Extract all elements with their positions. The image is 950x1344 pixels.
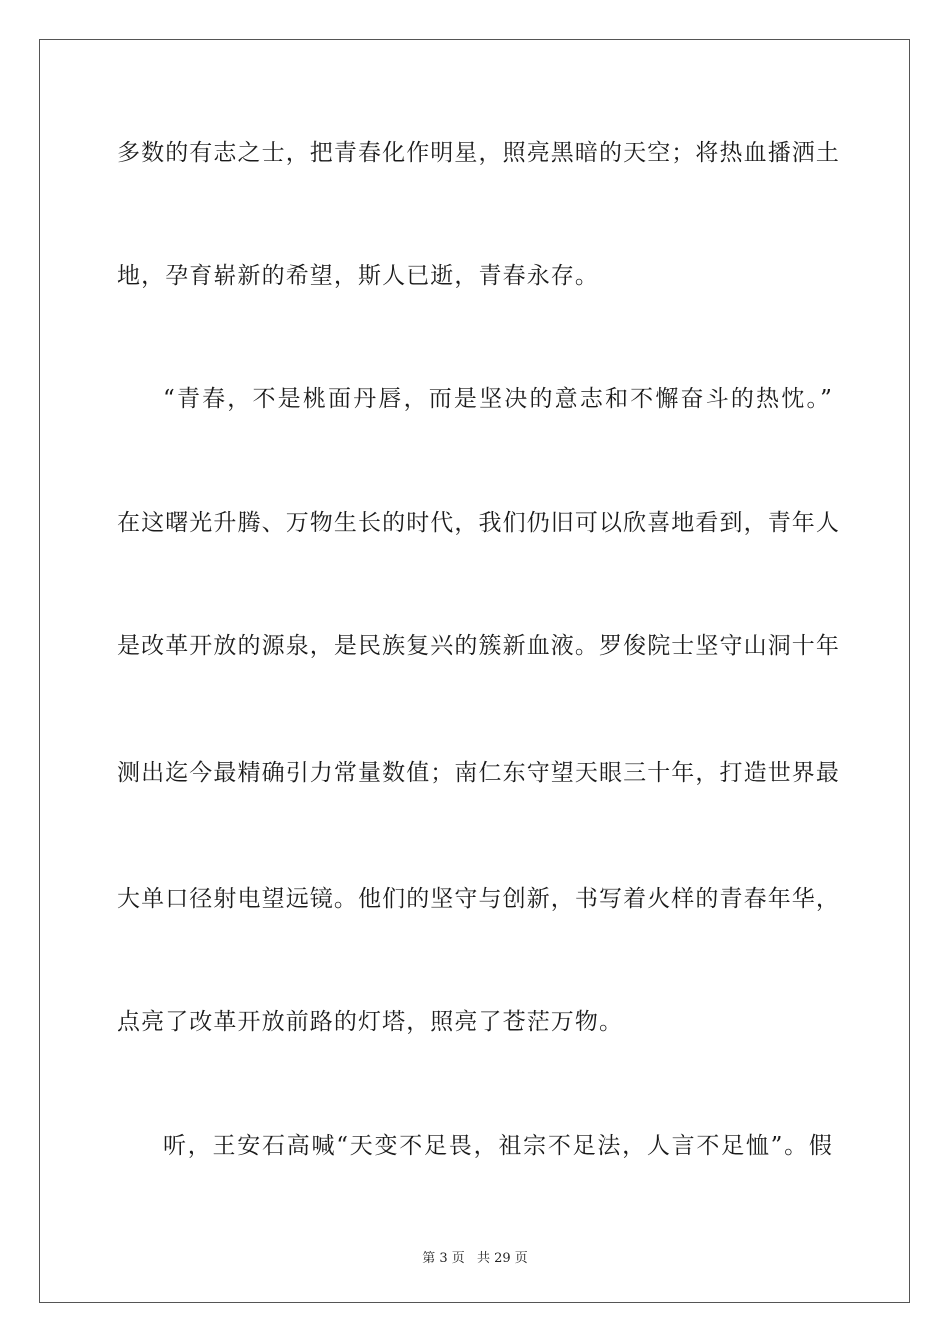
text-line: “青春，不是桃面丹唇，而是坚决的意志和不懈奋斗的热忱。” [163, 386, 833, 412]
page-footer [0, 1247, 950, 1266]
page-total: 共 29 页 [476, 1251, 528, 1266]
text-line: 点亮了改革开放前路的灯塔，照亮了苍茫万物。 [117, 1009, 624, 1035]
page-border [39, 39, 910, 1303]
text-line: 测出迄今最精确引力常量数值；南仁东守望天眼三十年，打造世界最 [117, 760, 840, 786]
text-line: 地，孕育崭新的希望，斯人已逝，青春永存。 [117, 263, 599, 289]
text-line: 是改革开放的源泉，是民族复兴的簇新血液。罗俊院士坚守山洞十年 [117, 633, 840, 659]
page-number: 第 3 页 [422, 1251, 465, 1266]
text-line: 多数的有志之士，把青春化作明星，照亮黑暗的天空；将热血播洒土 [117, 140, 840, 166]
text-line: 听，王安石高喊“天变不足畏，祖宗不足法，人言不足恤”。假 [163, 1133, 833, 1159]
text-line: 大单口径射电望远镜。他们的坚守与创新，书写着火样的青春年华， [117, 886, 840, 912]
text-line: 在这曙光升腾、万物生长的时代，我们仍旧可以欣喜地看到，青年人 [117, 510, 840, 536]
